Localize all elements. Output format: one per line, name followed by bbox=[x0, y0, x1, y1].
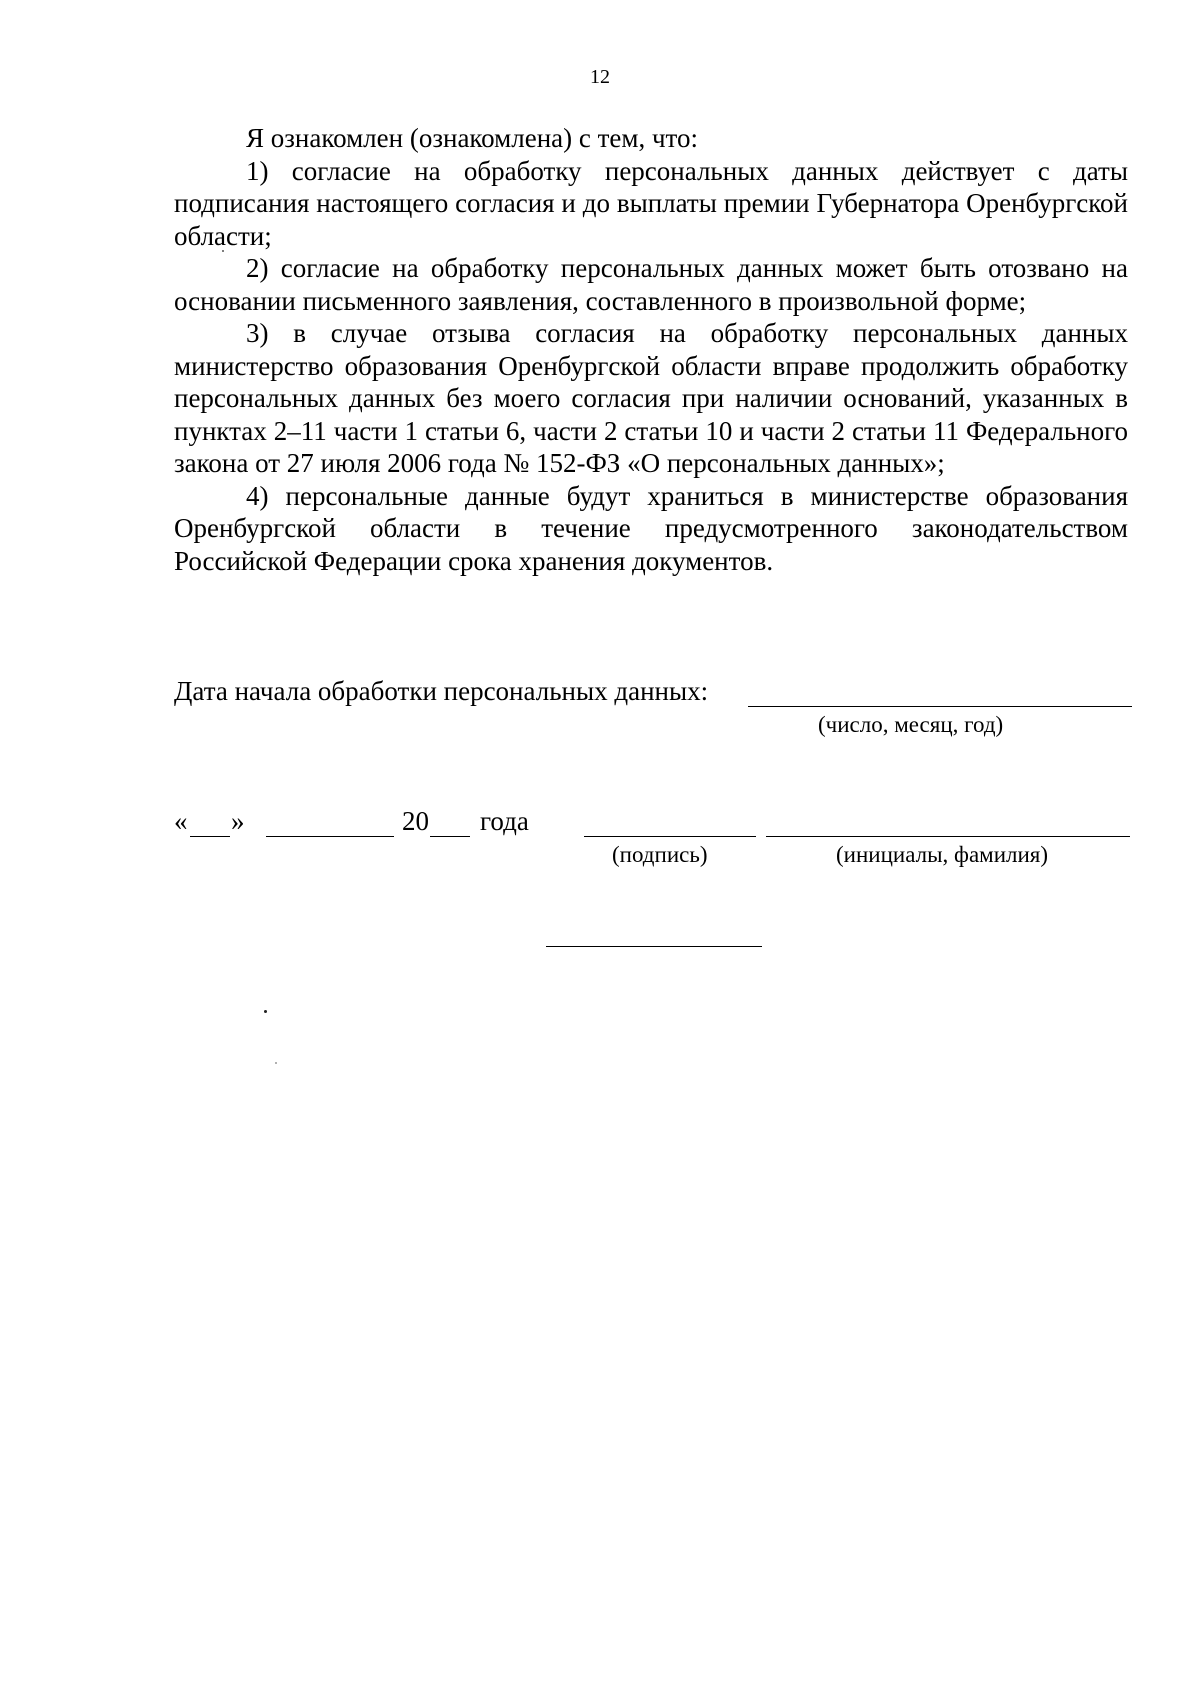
consent-item-2: 2) согласие на обработку персональных данных может быть отозвано на основании письменного заявления, составленного в произвольной форме; bbox=[174, 253, 1128, 316]
signature-field bbox=[584, 836, 756, 837]
day-field bbox=[190, 836, 230, 837]
start-date-row bbox=[174, 676, 1134, 710]
name-hint: (инициалы, фамилия) bbox=[836, 842, 1049, 867]
consent-item-1: 1) согласие на обработку персональных данных действует с даты подписания настоящего согласия и до выплаты премии Губернатора Оренбургской области; bbox=[174, 155, 1128, 251]
year-prefix: 20 bbox=[402, 806, 429, 836]
year-suffix: года bbox=[480, 806, 529, 836]
scan-speck bbox=[264, 1010, 267, 1013]
month-field bbox=[266, 836, 394, 837]
start-date-hint: (число, месяц, год) bbox=[818, 712, 1004, 737]
year-field bbox=[430, 836, 470, 837]
page-number: 12 bbox=[590, 66, 610, 88]
intro-line: Я ознакомлен (ознакомлена) с тем, что: bbox=[246, 123, 698, 153]
signature-hint: (подпись) bbox=[612, 842, 708, 867]
consent-item-3: 3) в случае отзыва согласия на обработку персональных данных министерство образования Оренбургской области вправе продолжить обработку персональных данных без моего согласия при наличии оснований, указанных в пунктах 2–11 части 1 статьи 6, части 2 статьи 10 и части 2 статьи 11 Федерального закона от 27 июля 2006 года № 152-ФЗ «О персональных данных»; bbox=[174, 318, 1128, 478]
end-divider bbox=[546, 946, 762, 947]
quote-open: « bbox=[174, 806, 188, 836]
scan-speck bbox=[222, 250, 224, 252]
consent-body bbox=[174, 122, 1128, 577]
scan-speck bbox=[275, 1062, 277, 1064]
start-date-label: Дата начала обработки персональных данных: bbox=[174, 676, 709, 706]
quote-close: » bbox=[231, 806, 245, 836]
name-field bbox=[766, 836, 1130, 837]
signature-date-row bbox=[174, 806, 1134, 842]
start-date-field bbox=[748, 706, 1132, 707]
consent-item-4: 4) персональные данные будут храниться в министерстве образования Оренбургской области в течение предусмотренного законодательством Российской Федерации срока хранения документов. bbox=[174, 480, 1128, 576]
